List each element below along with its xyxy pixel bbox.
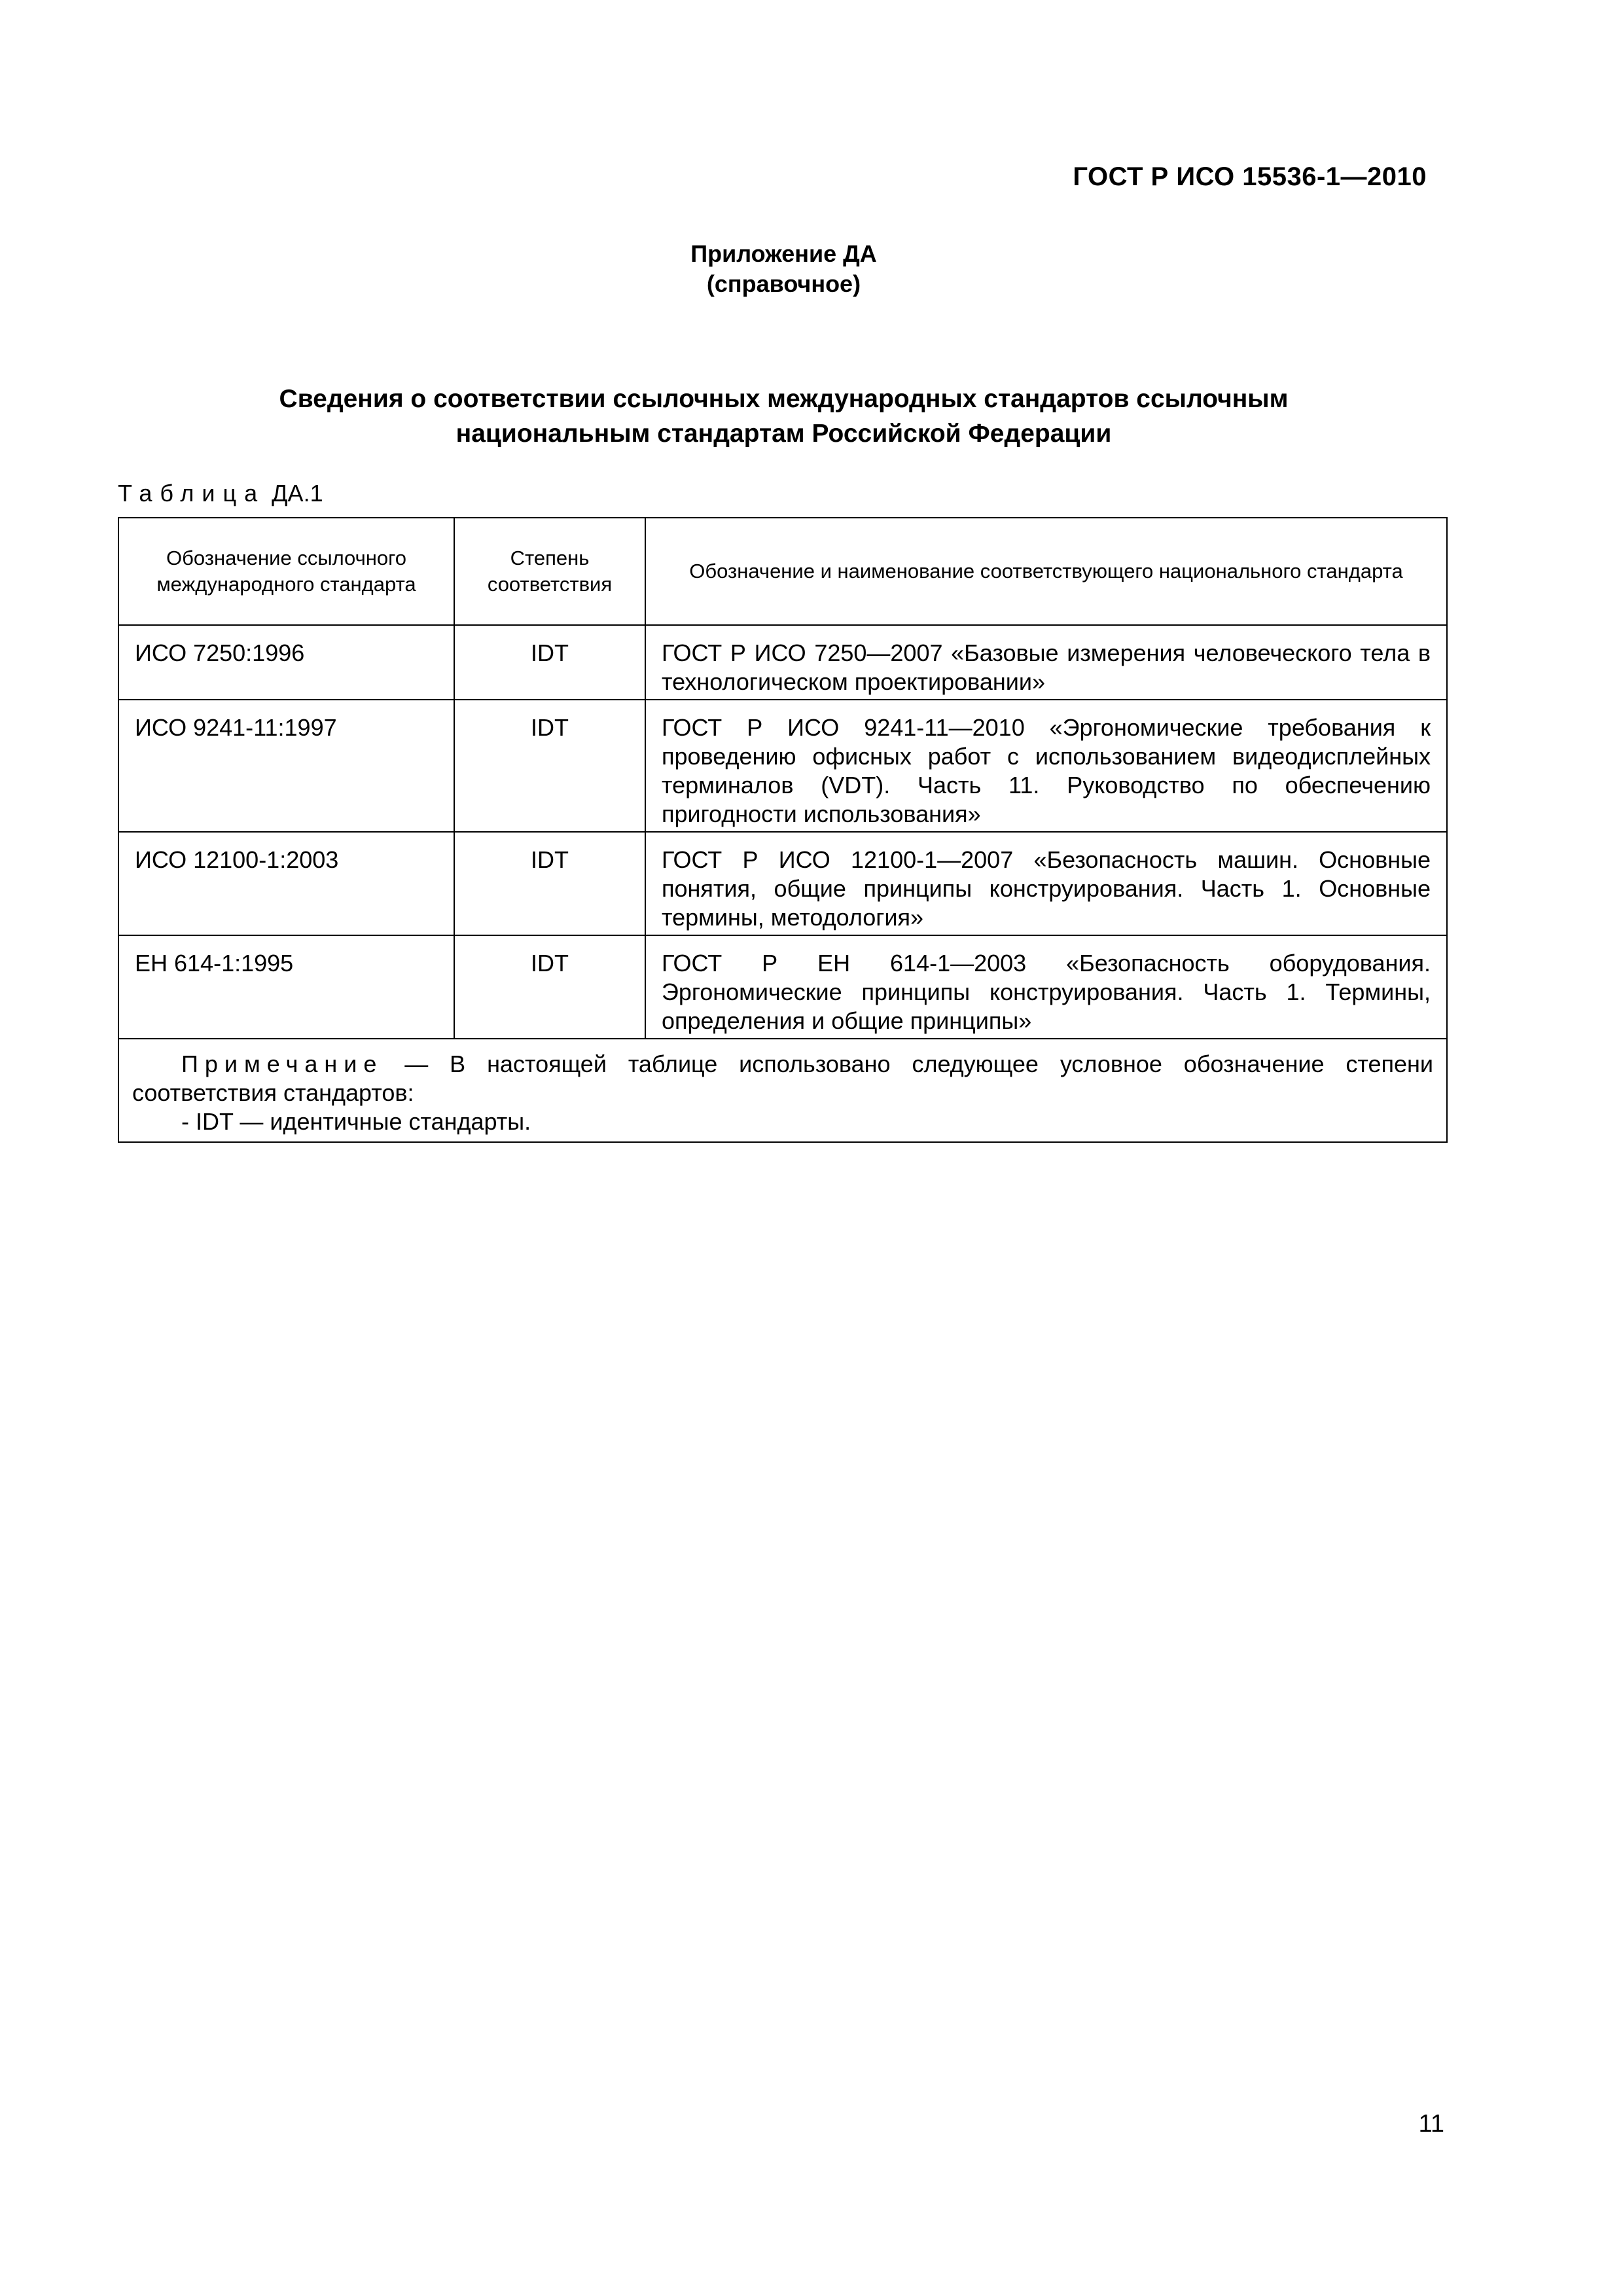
cell-degree: IDT xyxy=(454,935,645,1039)
conformity-table xyxy=(118,517,1448,1143)
cell-national-standard: ГОСТ Р ИСО 9241-11—2010 «Эргономические требования к проведению офисных работ с использованием видеодисплейных терминалов (VDT). Часть 11. Руководство по обеспечению пригодности использования» xyxy=(645,700,1447,832)
table-body xyxy=(118,625,1447,1142)
table-note-paragraph xyxy=(132,1050,1433,1107)
document-title xyxy=(0,382,1567,451)
document-title-line-2: национальным стандартам Российской Федерации xyxy=(455,420,1112,448)
table-caption-number: ДА.1 xyxy=(272,480,323,507)
table-row xyxy=(118,935,1447,1039)
document-code-header: ГОСТ Р ИСО 15536-1—2010 xyxy=(1073,162,1427,191)
table-header-row xyxy=(118,518,1447,625)
page-number: 11 xyxy=(1418,2110,1444,2138)
cell-national-standard: ГОСТ Р ИСО 7250—2007 «Базовые измерения человеческого тела в технологическом проектировании» xyxy=(645,625,1447,700)
cell-national-standard: ГОСТ Р ИСО 12100-1—2007 «Безопасность машин. Основные понятия, общие принципы конструирования. Часть 1. Основные термины, методология» xyxy=(645,832,1447,935)
table-header xyxy=(118,518,1447,625)
column-header-national-standard: Обозначение и наименование соответствующего национального стандарта xyxy=(645,518,1447,625)
column-header-international-standard: Обозначение ссылочного международного стандарта xyxy=(118,518,454,625)
appendix-title: Приложение ДА xyxy=(690,240,877,267)
table-note-text: — В настоящей таблице использовано следующее условное обозначение степени соответствия стандартов: xyxy=(132,1050,1433,1106)
table-row xyxy=(118,700,1447,832)
table-row xyxy=(118,832,1447,935)
document-title-line-1: Сведения о соответствии ссылочных международных стандартов ссылочным xyxy=(279,385,1289,413)
cell-national-standard: ГОСТ Р ЕН 614-1—2003 «Безопасность оборудования. Эргономические принципы конструирования. Часть 1. Термины, определения и общие принципы» xyxy=(645,935,1447,1039)
column-header-degree: Степень соответствия xyxy=(454,518,645,625)
table-note xyxy=(118,1039,1447,1142)
table-row xyxy=(118,625,1447,700)
appendix-heading xyxy=(0,239,1567,299)
cell-international-standard: ЕН 614-1:1995 xyxy=(118,935,454,1039)
appendix-subtitle: (справочное) xyxy=(706,270,861,297)
cell-international-standard: ИСО 12100-1:2003 xyxy=(118,832,454,935)
table-note-item: - IDT — идентичные стандарты. xyxy=(181,1108,531,1135)
table-caption-word: Таблица xyxy=(118,480,266,507)
table-note-row xyxy=(118,1039,1447,1142)
cell-international-standard: ИСО 9241-11:1997 xyxy=(118,700,454,832)
cell-degree: IDT xyxy=(454,700,645,832)
cell-degree: IDT xyxy=(454,832,645,935)
table-note-label: Примечание xyxy=(181,1050,383,1077)
cell-degree: IDT xyxy=(454,625,645,700)
cell-international-standard: ИСО 7250:1996 xyxy=(118,625,454,700)
table-caption xyxy=(118,480,323,507)
